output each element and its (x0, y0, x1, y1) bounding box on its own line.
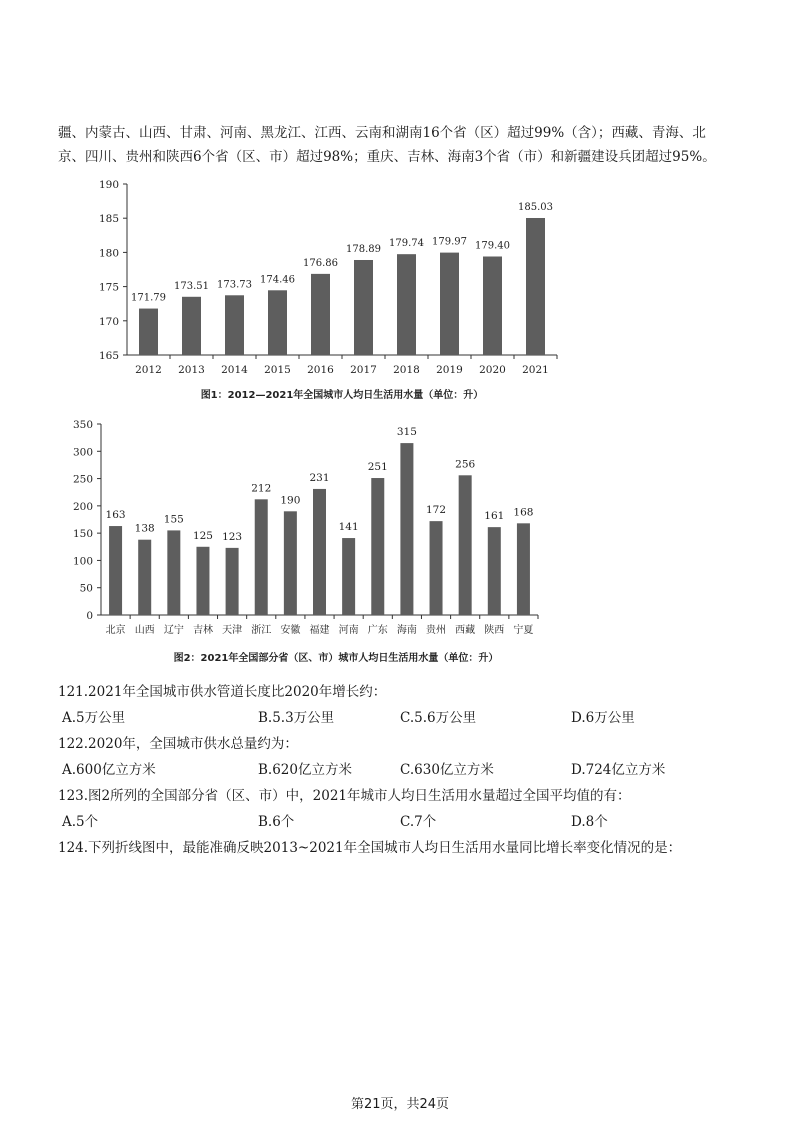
y-tick-label: 250 (72, 473, 93, 486)
option-a[interactable]: A.600亿立方米 (62, 762, 156, 778)
y-tick-label: 175 (98, 281, 119, 294)
chart2-svg (0, 412, 800, 672)
bar (182, 297, 201, 355)
y-tick-label: 300 (72, 446, 93, 459)
option-d[interactable]: D.724亿立方米 (571, 762, 666, 778)
data-label: 174.46 (260, 274, 295, 286)
x-tick-label: 山西 (134, 625, 155, 636)
x-tick-label: 北京 (105, 625, 126, 636)
bar (526, 218, 545, 355)
intro-line: 京、四川、贵州和陕西6个省（区、市）超过98%；重庆、吉林、海南3个省（市）和新疆建设兵团超过95%。 (58, 149, 716, 165)
data-label: 125 (192, 529, 213, 542)
page-footer: 第21页，共24页 (350, 1097, 450, 1112)
data-label: 173.73 (217, 279, 252, 291)
bar (459, 475, 472, 615)
bar (138, 540, 151, 615)
x-tick-label: 海南 (396, 625, 417, 636)
question-stem: 121.2021年全国城市供水管道长度比2020年增长约： (58, 684, 387, 700)
data-label: 176.86 (303, 257, 338, 269)
x-tick-label: 天津 (222, 625, 243, 636)
question-stem: 124.下列折线图中，最能准确反映2013~2021年全国城市人均日生活用水量同比增长率变化情况的是： (58, 840, 682, 856)
y-tick-label: 200 (72, 500, 93, 513)
option-d[interactable]: D.6万公里 (571, 710, 635, 726)
data-label: 123 (222, 530, 243, 543)
option-a[interactable]: A.5个 (62, 814, 99, 830)
question-stem: 122.2020年，全国城市供水总量约为： (58, 736, 298, 752)
data-label: 315 (396, 426, 417, 439)
x-tick-label: 2020 (479, 364, 506, 376)
bar (430, 521, 443, 615)
x-tick-label: 西藏 (455, 625, 476, 636)
chart1-svg (0, 170, 800, 415)
bar (284, 511, 297, 615)
bar (196, 547, 209, 615)
option-d[interactable]: D.8个 (571, 814, 608, 830)
x-tick-label: 广东 (367, 625, 388, 636)
data-label: 178.89 (346, 243, 381, 255)
data-label: 155 (163, 513, 184, 526)
x-tick-label: 2015 (264, 364, 291, 376)
x-tick-label: 2018 (393, 364, 420, 376)
x-tick-label: 安徽 (280, 625, 301, 636)
x-tick-label: 2012 (135, 364, 162, 376)
x-tick-label: 河南 (338, 625, 359, 636)
x-tick-label: 2017 (350, 364, 377, 376)
bar (268, 290, 287, 355)
data-label: 138 (134, 522, 155, 535)
bar (397, 254, 416, 355)
bar (371, 478, 384, 615)
bar (517, 523, 530, 615)
bar (342, 538, 355, 615)
data-label: 161 (484, 510, 505, 523)
x-tick-label: 2019 (436, 364, 463, 376)
data-label: 231 (309, 471, 330, 484)
question-stem: 123.图2所列的全国部分省（区、市）中，2021年城市人均日生活用水量超过全国平均值的有： (58, 788, 631, 804)
bar (225, 295, 244, 355)
bar (488, 527, 501, 615)
x-tick-label: 陕西 (484, 625, 505, 636)
y-tick-label: 150 (72, 528, 93, 541)
x-tick-label: 宁夏 (513, 625, 534, 636)
bar (139, 309, 158, 355)
chart-title: 图1：2012—2021年全国城市人均日生活用水量（单位：升） (200, 390, 484, 401)
option-b[interactable]: B.620亿立方米 (258, 762, 352, 778)
data-label: 163 (105, 509, 126, 522)
data-label: 171.79 (131, 292, 166, 304)
data-label: 141 (338, 521, 359, 534)
data-label: 212 (251, 482, 272, 495)
data-label: 185.03 (518, 201, 553, 213)
data-label: 172 (426, 504, 447, 517)
option-c[interactable]: C.7个 (400, 814, 437, 830)
data-label: 179.97 (432, 236, 467, 248)
y-tick-label: 165 (98, 350, 119, 362)
option-b[interactable]: B.6个 (258, 814, 295, 830)
bar (400, 443, 413, 615)
x-tick-label: 福建 (309, 625, 330, 636)
data-label: 179.74 (389, 238, 424, 250)
x-tick-label: 2014 (221, 364, 248, 376)
option-a[interactable]: A.5万公里 (62, 710, 126, 726)
x-tick-label: 贵州 (426, 625, 447, 636)
x-tick-label: 2013 (178, 364, 205, 376)
bar (313, 489, 326, 615)
y-tick-label: 180 (98, 247, 119, 260)
bar (255, 499, 268, 615)
bar (483, 257, 502, 355)
bar (109, 526, 122, 615)
bar (167, 530, 180, 615)
intro-paragraph (58, 121, 758, 169)
x-tick-label: 辽宁 (163, 625, 184, 636)
bar (440, 253, 459, 355)
x-tick-label: 2021 (522, 364, 549, 376)
bar (354, 260, 373, 355)
y-tick-label: 185 (98, 213, 119, 226)
data-label: 173.51 (174, 280, 209, 292)
data-label: 251 (367, 461, 388, 474)
chart-water-usage-trend (0, 170, 800, 415)
y-tick-label: 350 (72, 419, 93, 431)
chart-title: 图2：2021年全国部分省（区、市）城市人均日生活用水量（单位：升） (173, 653, 499, 664)
y-tick-label: 0 (86, 610, 93, 622)
data-label: 179.40 (475, 240, 510, 252)
data-label: 190 (280, 494, 301, 507)
x-tick-label: 2016 (307, 364, 334, 376)
bar (226, 548, 239, 615)
option-b[interactable]: B.5.3万公里 (258, 710, 335, 726)
data-label: 256 (455, 458, 476, 471)
y-tick-label: 100 (72, 555, 93, 568)
y-tick-label: 190 (98, 179, 119, 191)
y-tick-label: 170 (98, 315, 119, 328)
x-tick-label: 吉林 (192, 625, 213, 636)
intro-line: 疆、内蒙古、山西、甘肃、河南、黑龙江、江西、云南和湖南16个省（区）超过99%（含）；西藏、青海、北 (58, 125, 706, 141)
y-tick-label: 50 (79, 582, 93, 595)
data-label: 168 (513, 506, 534, 519)
x-tick-label: 浙江 (251, 625, 272, 636)
option-c[interactable]: C.5.6万公里 (400, 710, 477, 726)
option-c[interactable]: C.630亿立方米 (400, 762, 494, 778)
chart-province-water-usage (0, 412, 800, 672)
bar (311, 274, 330, 355)
